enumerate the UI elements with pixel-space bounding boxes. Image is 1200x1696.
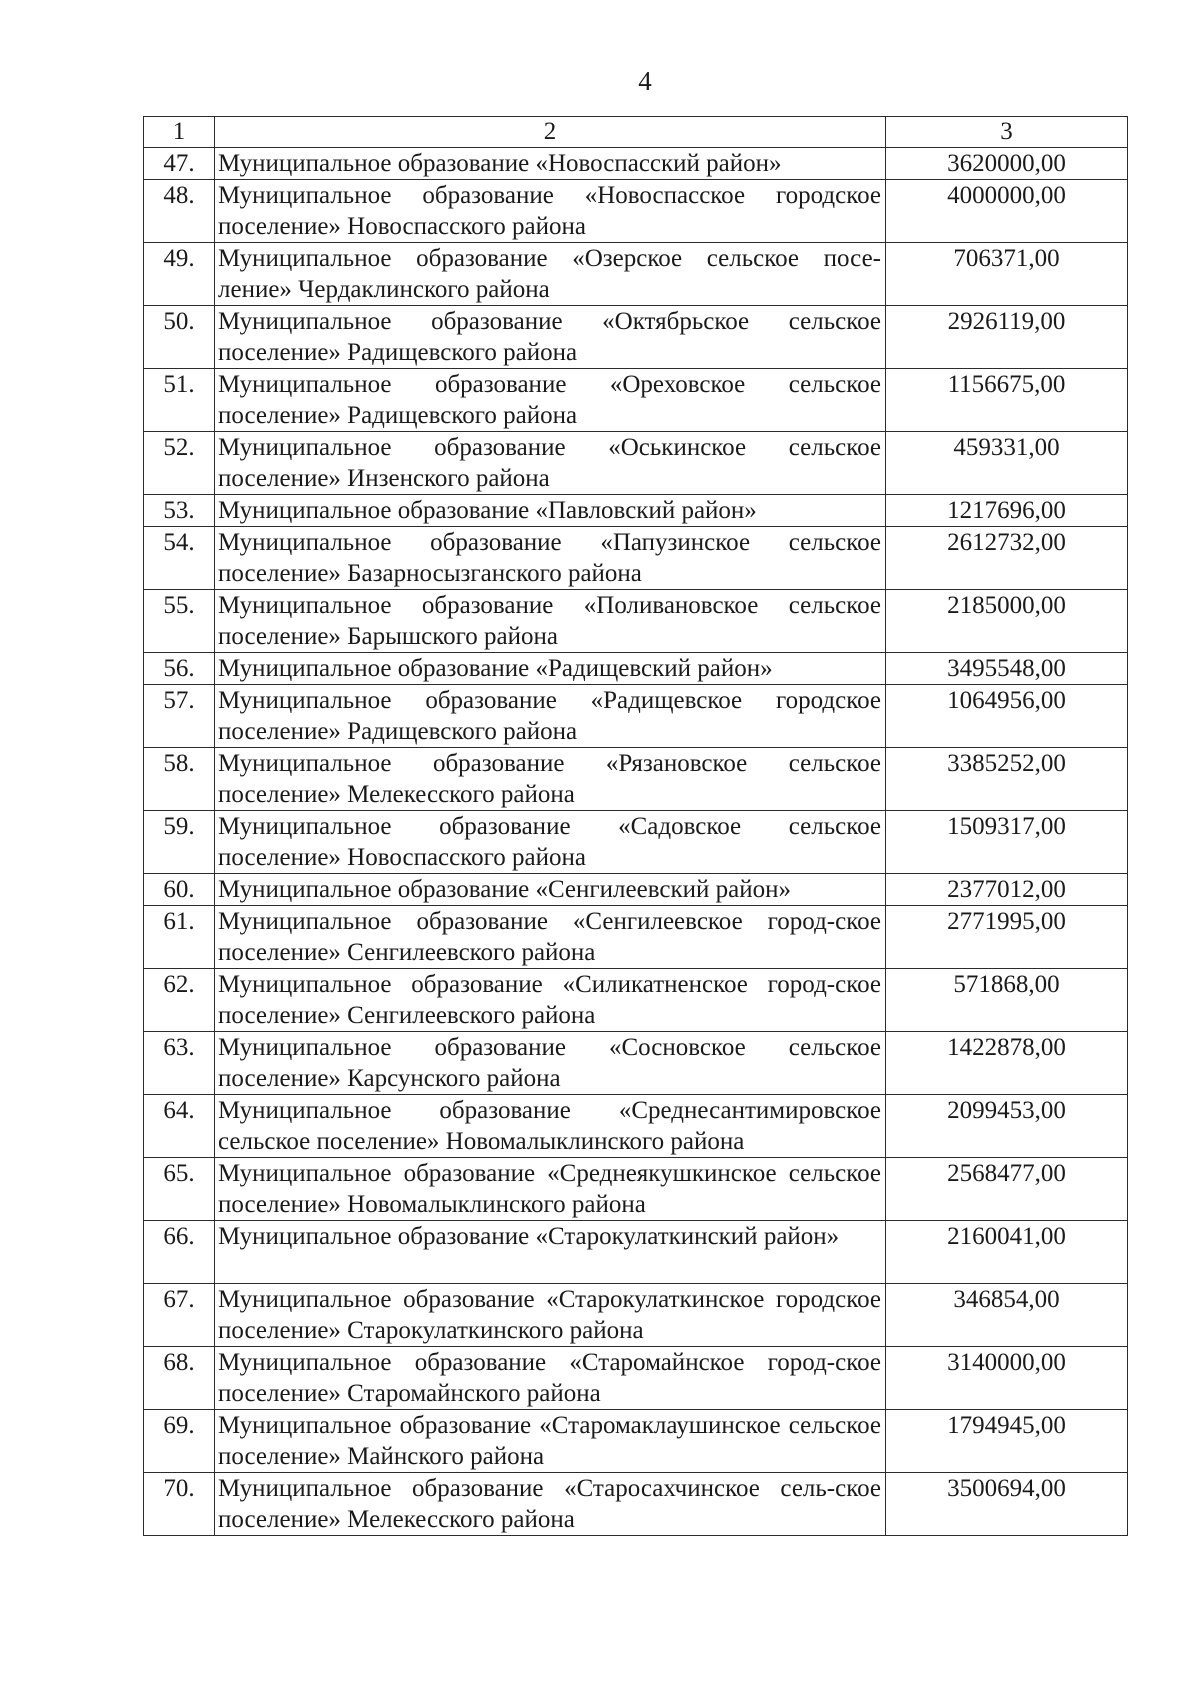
- amount-cell: 4000000,00: [886, 180, 1128, 243]
- table-row: [144, 148, 1128, 180]
- header-cell-amount: 3: [886, 117, 1128, 148]
- table-row: [144, 1473, 1128, 1536]
- amount-cell: 1217696,00: [886, 495, 1128, 527]
- municipality-name-cell: Муниципальное образование «Новоспасское городское поселение» Новоспасского района: [215, 180, 886, 243]
- amount-cell: 1509317,00: [886, 811, 1128, 874]
- row-number-cell: 52.: [144, 432, 215, 495]
- table-row: [144, 1158, 1128, 1221]
- row-number-cell: 68.: [144, 1347, 215, 1410]
- allocation-table: [143, 116, 1128, 1536]
- table-row: [144, 1095, 1128, 1158]
- table-row: [144, 1410, 1128, 1473]
- table-row: [144, 590, 1128, 653]
- amount-cell: 1794945,00: [886, 1410, 1128, 1473]
- amount-cell: 2377012,00: [886, 874, 1128, 906]
- table-row: [144, 906, 1128, 969]
- row-number-cell: 57.: [144, 685, 215, 748]
- row-number-cell: 69.: [144, 1410, 215, 1473]
- amount-cell: 1422878,00: [886, 1032, 1128, 1095]
- municipality-name-cell: Муниципальное образование «Октябрьское сельское поселение» Радищевского района: [215, 306, 886, 369]
- amount-cell: 2771995,00: [886, 906, 1128, 969]
- table-row: [144, 874, 1128, 906]
- row-number-cell: 64.: [144, 1095, 215, 1158]
- row-number-cell: 54.: [144, 527, 215, 590]
- municipality-name-cell: Муниципальное образование «Старокулаткинское городское поселение» Старокулаткинского района: [215, 1284, 886, 1347]
- amount-cell: 571868,00: [886, 969, 1128, 1032]
- municipality-name-cell: Муниципальное образование «Сосновское сельское поселение» Карсунского района: [215, 1032, 886, 1095]
- table-row: [144, 811, 1128, 874]
- table-row: [144, 969, 1128, 1032]
- municipality-name-cell: Муниципальное образование «Новоспасский район»: [215, 148, 886, 180]
- municipality-name-cell: Муниципальное образование «Ореховское сельское поселение» Радищевского района: [215, 369, 886, 432]
- municipality-name-cell: Муниципальное образование «Радищевское городское поселение» Радищевского района: [215, 685, 886, 748]
- table-row: [144, 653, 1128, 685]
- table-row: [144, 1347, 1128, 1410]
- table-row: [144, 1221, 1128, 1284]
- amount-cell: 2099453,00: [886, 1095, 1128, 1158]
- row-number-cell: 61.: [144, 906, 215, 969]
- amount-cell: 2612732,00: [886, 527, 1128, 590]
- amount-cell: 459331,00: [886, 432, 1128, 495]
- amount-cell: 2160041,00: [886, 1221, 1128, 1284]
- table-row: [144, 527, 1128, 590]
- municipality-name-cell: Муниципальное образование «Сенгилеевский район»: [215, 874, 886, 906]
- row-number-cell: 67.: [144, 1284, 215, 1347]
- amount-cell: 3140000,00: [886, 1347, 1128, 1410]
- row-number-cell: 50.: [144, 306, 215, 369]
- table-row: [144, 180, 1128, 243]
- row-number-cell: 59.: [144, 811, 215, 874]
- amount-cell: 3620000,00: [886, 148, 1128, 180]
- municipality-name-cell: Муниципальное образование «Сенгилеевское город-ское поселение» Сенгилеевского района: [215, 906, 886, 969]
- amount-cell: 1156675,00: [886, 369, 1128, 432]
- municipality-name-cell: Муниципальное образование «Рязановское сельское поселение» Мелекесского района: [215, 748, 886, 811]
- municipality-name-cell: Муниципальное образование «Поливановское сельское поселение» Барышского района: [215, 590, 886, 653]
- row-number-cell: 56.: [144, 653, 215, 685]
- municipality-name-cell: Муниципальное образование «Старомаклаушинское сельское поселение» Майнского района: [215, 1410, 886, 1473]
- row-number-cell: 47.: [144, 148, 215, 180]
- municipality-name-cell: Муниципальное образование «Силикатненское город-ское поселение» Сенгилеевского района: [215, 969, 886, 1032]
- table-row: [144, 1284, 1128, 1347]
- amount-cell: 2185000,00: [886, 590, 1128, 653]
- row-number-cell: 62.: [144, 969, 215, 1032]
- row-number-cell: 63.: [144, 1032, 215, 1095]
- row-number-cell: 58.: [144, 748, 215, 811]
- municipality-name-cell: Муниципальное образование «Радищевский район»: [215, 653, 886, 685]
- row-number-cell: 60.: [144, 874, 215, 906]
- amount-cell: 3495548,00: [886, 653, 1128, 685]
- amount-cell: 1064956,00: [886, 685, 1128, 748]
- municipality-name-cell: Муниципальное образование «Старокулаткинский район»: [215, 1221, 886, 1284]
- row-number-cell: 48.: [144, 180, 215, 243]
- municipality-name-cell: Муниципальное образование «Оськинское сельское поселение» Инзенского района: [215, 432, 886, 495]
- amount-cell: 706371,00: [886, 243, 1128, 306]
- row-number-cell: 49.: [144, 243, 215, 306]
- table-row: [144, 748, 1128, 811]
- row-number-cell: 51.: [144, 369, 215, 432]
- municipality-name-cell: Муниципальное образование «Среднеякушкинское сельское поселение» Новомалыклинского района: [215, 1158, 886, 1221]
- amount-cell: 346854,00: [886, 1284, 1128, 1347]
- table-row: [144, 495, 1128, 527]
- row-number-cell: 53.: [144, 495, 215, 527]
- row-number-cell: 55.: [144, 590, 215, 653]
- table-row: [144, 1032, 1128, 1095]
- row-number-cell: 70.: [144, 1473, 215, 1536]
- municipality-name-cell: Муниципальное образование «Озерское сельское посе-ление» Чердаклинского района: [215, 243, 886, 306]
- header-cell-number: 1: [144, 117, 215, 148]
- municipality-name-cell: Муниципальное образование «Павловский район»: [215, 495, 886, 527]
- table-header-row: [144, 117, 1128, 148]
- municipality-name-cell: Муниципальное образование «Старомайнское город-ское поселение» Старомайнского района: [215, 1347, 886, 1410]
- amount-cell: 2568477,00: [886, 1158, 1128, 1221]
- amount-cell: 3500694,00: [886, 1473, 1128, 1536]
- row-number-cell: 65.: [144, 1158, 215, 1221]
- table-body: [144, 117, 1128, 1536]
- header-cell-name: 2: [215, 117, 886, 148]
- municipality-name-cell: Муниципальное образование «Папузинское сельское поселение» Базарносызганского района: [215, 527, 886, 590]
- municipality-name-cell: Муниципальное образование «Садовское сельское поселение» Новоспасского района: [215, 811, 886, 874]
- table-row: [144, 243, 1128, 306]
- table-row: [144, 369, 1128, 432]
- table-row: [144, 306, 1128, 369]
- amount-cell: 3385252,00: [886, 748, 1128, 811]
- table-row: [144, 685, 1128, 748]
- amount-cell: 2926119,00: [886, 306, 1128, 369]
- municipality-name-cell: Муниципальное образование «Среднесантимировское сельское поселение» Новомалыклинского района: [215, 1095, 886, 1158]
- page-number: 4: [638, 66, 652, 96]
- row-number-cell: 66.: [144, 1221, 215, 1284]
- municipality-name-cell: Муниципальное образование «Старосахчинское сель-ское поселение» Мелекесского района: [215, 1473, 886, 1536]
- table-row: [144, 432, 1128, 495]
